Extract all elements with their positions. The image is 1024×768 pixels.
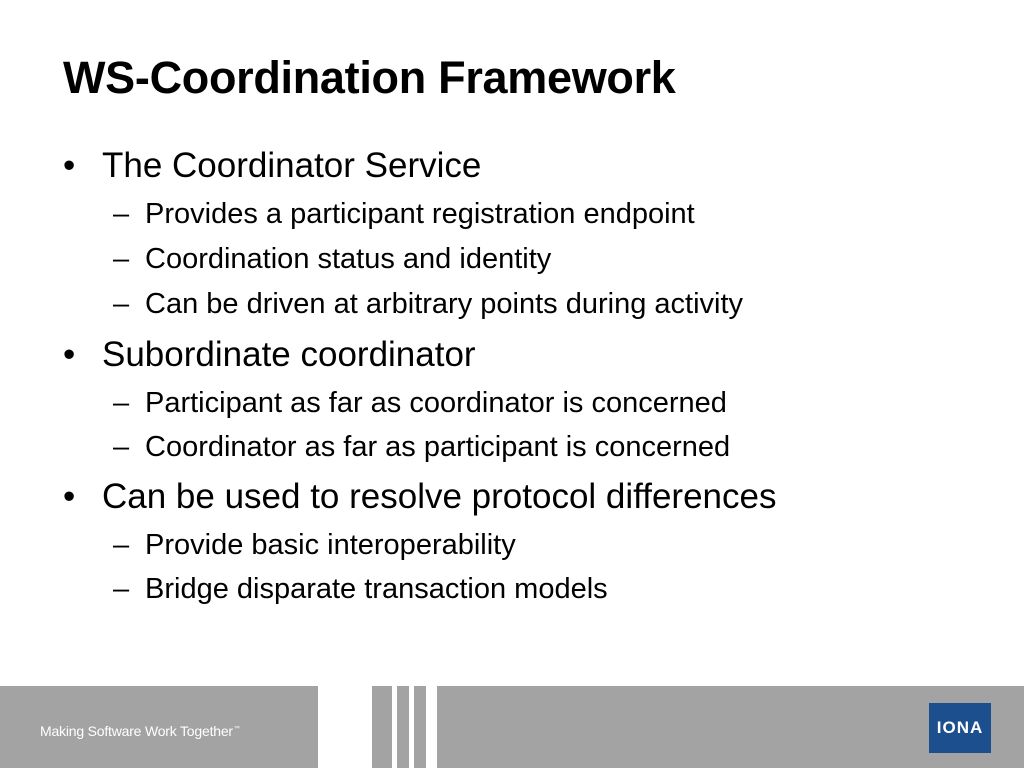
- sub-bullet-text: Can be driven at arbitrary points during activity: [145, 288, 744, 320]
- bullet-text: Subordinate coordinator: [102, 335, 476, 374]
- footer-tagline: [40, 723, 240, 739]
- sub-bullet-text: Bridge disparate transaction models: [145, 573, 608, 605]
- slide-title: WS-Coordination Framework: [63, 52, 676, 103]
- dash-marker: –: [113, 573, 130, 605]
- sub-bullet-text: Coordination status and identity: [145, 243, 552, 275]
- dash-marker: –: [113, 288, 130, 320]
- bullet-text: The Coordinator Service: [102, 146, 482, 185]
- logo-text: IONA: [936, 718, 984, 737]
- trademark-symbol: ™: [233, 726, 240, 733]
- bullet-marker: •: [63, 335, 76, 374]
- footer-stripe: [414, 686, 426, 768]
- sub-bullet-text: Provides a participant registration endpoint: [145, 198, 695, 230]
- tagline-text: Making Software Work Together: [40, 723, 233, 739]
- sub-bullet-text: Provide basic interoperability: [145, 529, 516, 561]
- footer-band: [0, 686, 1024, 768]
- bullet-marker: •: [63, 477, 76, 516]
- bullet-marker: •: [63, 146, 76, 185]
- dash-marker: –: [113, 387, 130, 419]
- dash-marker: –: [113, 198, 130, 230]
- footer-left-panel: [0, 686, 318, 768]
- dash-marker: –: [113, 529, 130, 561]
- bullet-text: Can be used to resolve protocol differences: [102, 477, 777, 516]
- sub-bullet-text: Participant as far as coordinator is concerned: [145, 387, 727, 419]
- sub-bullet-text: Coordinator as far as participant is concerned: [145, 431, 731, 463]
- dash-marker: –: [113, 243, 130, 275]
- dash-marker: –: [113, 431, 130, 463]
- footer-stripe: [372, 686, 392, 768]
- footer-stripe: [397, 686, 409, 768]
- iona-logo: [929, 703, 991, 753]
